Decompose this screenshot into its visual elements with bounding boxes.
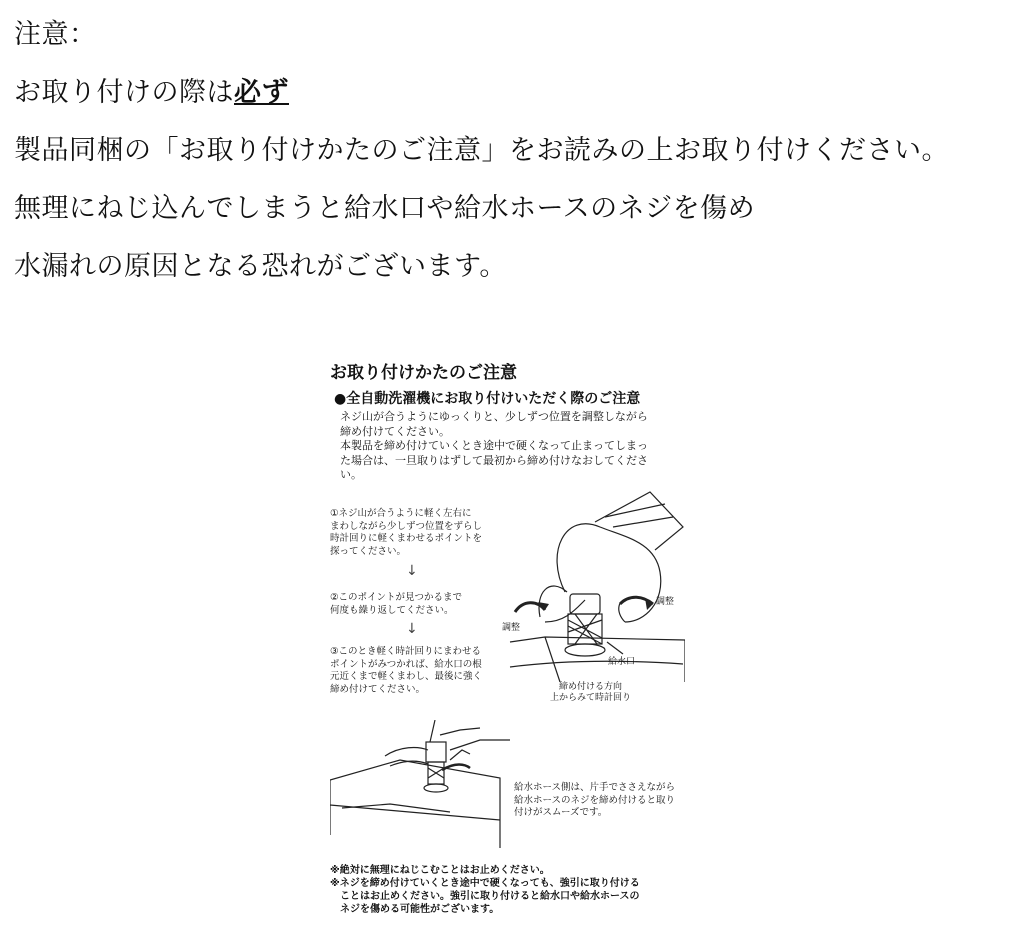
adjust-label-left: 調整 [502, 623, 521, 633]
installation-instructions-figure [320, 352, 720, 937]
step-line: 時計回りに軽くまわせるポイントを [330, 533, 483, 544]
hose-note-line: 付けがスムーズです。 [514, 807, 608, 818]
hose-note [514, 782, 675, 820]
direction-label [550, 682, 631, 704]
warning-line: ことはお止めください。強引に取り付けると給水口や給水ホースの [330, 891, 640, 902]
hose-note-line: 給水ホースのネジを締め付けると取り [514, 794, 676, 806]
warning-line: ※ネジを締め付けていくとき途中で硬くなっても、強引に取り付ける [330, 878, 640, 889]
step-line: ③このとき軽く時計回りにまわせる [330, 646, 482, 657]
step-line: 元近くまで軽くまわし、最後に強く [330, 671, 483, 682]
intro-line: ネジ山が合うようにゆっくりと、少しずつ位置を調整しながら [340, 410, 648, 423]
figure-title: お取り付けかたのご注意 [330, 363, 517, 383]
step-line: ①ネジ山が合うように軽く左右に [330, 508, 472, 519]
step-1-text [330, 508, 482, 558]
inlet-label: 給水口 [608, 657, 636, 667]
step-line: ポイントがみつかれば、給水口の根 [330, 658, 482, 670]
warning-line: ※絶対に無理にねじこむことはお止めください。 [330, 865, 550, 876]
notice-line-3: 製品同梱の「お取り付けかたのご注意」をお読みの上お取り付けください。 [14, 135, 949, 166]
hand-tightening-illustration [505, 482, 685, 697]
hose-note-line: 給水ホース側は、片手でささえながら [514, 782, 676, 793]
adjust-label-right: 調整 [656, 597, 675, 607]
figure-subtitle: ●全自動洗濯機にお取り付けいただく際のご注意 [334, 391, 641, 407]
intro-line: 本製品を締め付けていくとき途中で硬くなって止まってしまっ [340, 439, 648, 452]
warning-line: ネジを傷める可能性がございます。 [330, 904, 500, 915]
down-arrow-icon: ↓ [406, 621, 418, 637]
notice-text [14, 6, 949, 296]
hose-attachment-illustration [330, 720, 510, 850]
direction-line: 上からみて時計回り [550, 693, 632, 703]
down-arrow-icon: ↓ [406, 563, 418, 579]
step-line: 探ってください。 [330, 545, 407, 557]
intro-line: 締め付けてください。 [340, 424, 450, 438]
notice-heading: 注意： [14, 19, 97, 50]
notice-line-2-prefix: お取り付けの際は [14, 77, 234, 108]
direction-line: 締め付ける方向 [559, 682, 623, 692]
step-line: ②このポイントが見つかるまで [330, 592, 463, 603]
step-line: 何度も繰り返してください。 [330, 604, 454, 616]
notice-line-2 [14, 64, 949, 122]
notice-line-5: 水漏れの原因となる恐れがございます。 [14, 251, 507, 282]
figure-intro [340, 410, 648, 483]
step-line: 締め付けてください。 [330, 683, 426, 695]
step-line: まわしながら少しずつ位置をずらし [330, 520, 483, 532]
warnings [330, 864, 640, 916]
intro-line: い。 [340, 468, 362, 481]
notice-emphasis: 必ず [234, 77, 289, 108]
intro-line: た場合は、一旦取りはずして最初から締め付けなおしてくださ [340, 453, 648, 467]
step-3-text [330, 646, 482, 696]
notice-line-4: 無理にねじ込んでしまうと給水口や給水ホースのネジを傷め [14, 193, 756, 224]
step-2-text [330, 592, 462, 617]
